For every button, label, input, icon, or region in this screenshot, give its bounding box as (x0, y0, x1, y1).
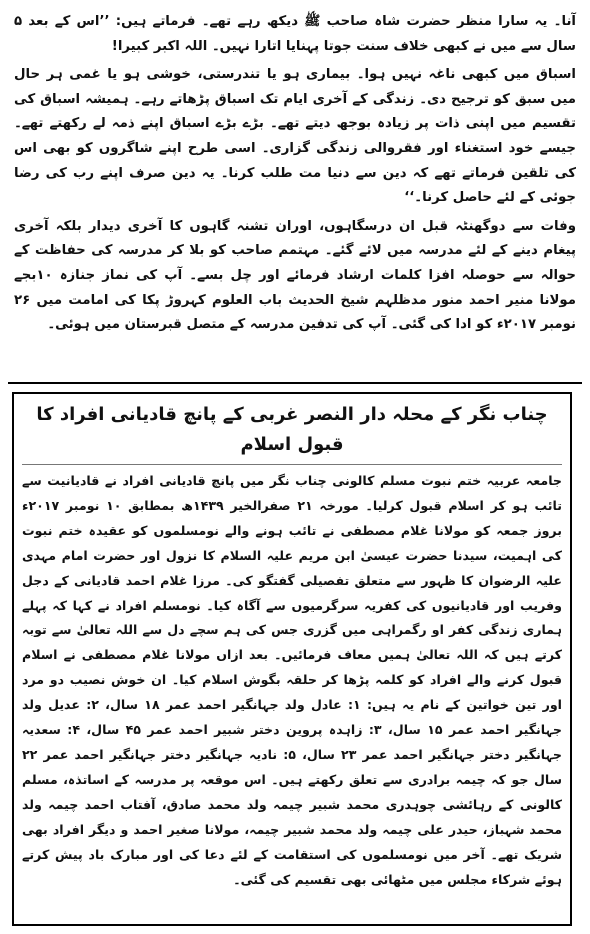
article-paragraph-1: آنا۔ یہ سارا منظر حضرت شاہ صاحب ﷺ دیکھ رہے تھے۔ فرماتے ہیں: ’’اس کے بعد ۵ سال سے میں نے کبھی خلاف سنت جوتا پہنایا اتارا نہیں۔ اللہ اکبر کبیرا! (14, 14, 576, 54)
news-box-body: جامعہ عربیہ ختم نبوت مسلم کالونی چناب نگر میں پانچ قادیانی افراد نے قادیانیت سے تائب ہو کر اسلام قبول کرلیا۔ مورخہ ۲۱ صفرالخیر ۱۴۳۹ھ بمطابق ۱۰ نومبر ۲۰۱۷ء بروز جمعہ کو مولانا غلام مصطفی نے تائب ہونے والے نومسلموں کو عقیدہ ختم نبوت کی اہمیت، سیدنا حضرت عیسیٰ ابن مریم علیہ السلام کا نزول اور حضرت امام مہدی علیہ الرضوان کا ظہور سے متعلق تفصیلی گفتگو کی۔ مرزا غلام احمد قادیانی کے دجل وفریب اور قادیانیوں کی کفریہ سرگرمیوں سے آگاہ کیا۔ نومسلم افراد نے کہا کہ پہلے ہماری زندگی کفر او رگمراہی میں گزری جس کی ہم سچے دل سے اللہ تعالیٰ سے توبہ کرتے ہیں کہ اللہ تعالیٰ ہمیں معاف فرمائیں۔ بعد ازاں مولانا غلام مصطفی نے اسلام قبول کرنے والے افراد کو کلمہ پڑھا کر حلقہ بگوش اسلام کیا۔ ان خوش نصیب دو مرد اور تین خواتین کے نام یہ ہیں: ۱: عادل ولد جہانگیر احمد عمر ۱۸ سال، ۲: عدیل ولد جہانگیر احمد عمر ۱۵ سال، ۳: زاہدہ پروین دختر شبیر احمد عمر ۴۵ سال، ۴: سعدیہ جہانگیر دختر جہانگیر احمد عمر ۲۳ سال، ۵: نادیہ جہانگیر دختر جہانگیر احمد عمر ۲۲ سال جو کہ چیمہ برادری سے تعلق رکھتے ہیں۔ اس موقعہ پر مدرسہ کے اساتذہ، مسلم کالونی کے رہائشی چوہدری محمد شبیر چیمہ ولد محمد صادق، آفتاب احمد چیمہ ولد محمد شہباز، حیدر علی چیمہ ولد محمد شبیر چیمہ، مولانا صغیر احمد و دیگر افراد بھی شریک تھے۔ آخر میں نومسلموں کی استقامت کے لئے دعا کی اور مبارک باد پیش کرتے ہوئے شرکاء مجلس میں مٹھائی بھی تقسیم کی گئی۔ (22, 473, 562, 887)
news-box (12, 392, 572, 926)
section-divider (8, 382, 582, 384)
article-text (14, 10, 576, 340)
article-paragraph-2: اسباق میں کبھی ناغہ نہیں ہوا۔ بیماری ہو یا تندرستی، خوشی ہو یا غمی ہر حال میں سبق کو ترجیح دی۔ زندگی کے آخری ایام تک اسباق پڑھاتے رہے۔ ہمیشہ اسباق کی تقسیم میں اپنی ذات پر زیادہ بوجھ دیتے تھے۔ بڑے بڑے اسباق اپنے ذمہ لے رکھتے تھے۔ جیسے خود استغناء اور فقروالی زندگی گزاری۔ اسی طرح اپنے شاگروں کو بھی اس کی تلقین فرماتے تھے کہ دین سے دنیا مت طلب کرنا۔ یہ دین صرف اپنے رب کی رضا جوئی کے لئے حاصل کرنا۔‘‘ (14, 67, 576, 206)
article-paragraph-3: وفات سے دوگھنٹہ قبل ان درسگاہوں، اوران تشنہ گاہوں کا آخری دیدار بلکہ آخری پیغام دینے کے لئے مدرسہ میں لائے گئے۔ مہتمم صاحب کو بلا کر مدرسہ کی حفاظت کے حوالہ سے حوصلہ افزا کلمات ارشاد فرمائے اور چل بسے۔ آپ کی نماز جنازہ ۱۰بجے مولانا منیر احمد منور مدظلہم شیخ الحدیث باب العلوم کہروڑ پکا کی امامت میں ۲۶ نومبر ۲۰۱۷ء کو ادا کی گئی۔ آپ کی تدفین مدرسہ کے متصل قبرستان میں ہوئی۔ (14, 218, 576, 333)
news-box-title: چناب نگر کے محلہ دار النصر غربی کے پانچ قادیانی افراد کا قبول اسلام (22, 400, 562, 465)
